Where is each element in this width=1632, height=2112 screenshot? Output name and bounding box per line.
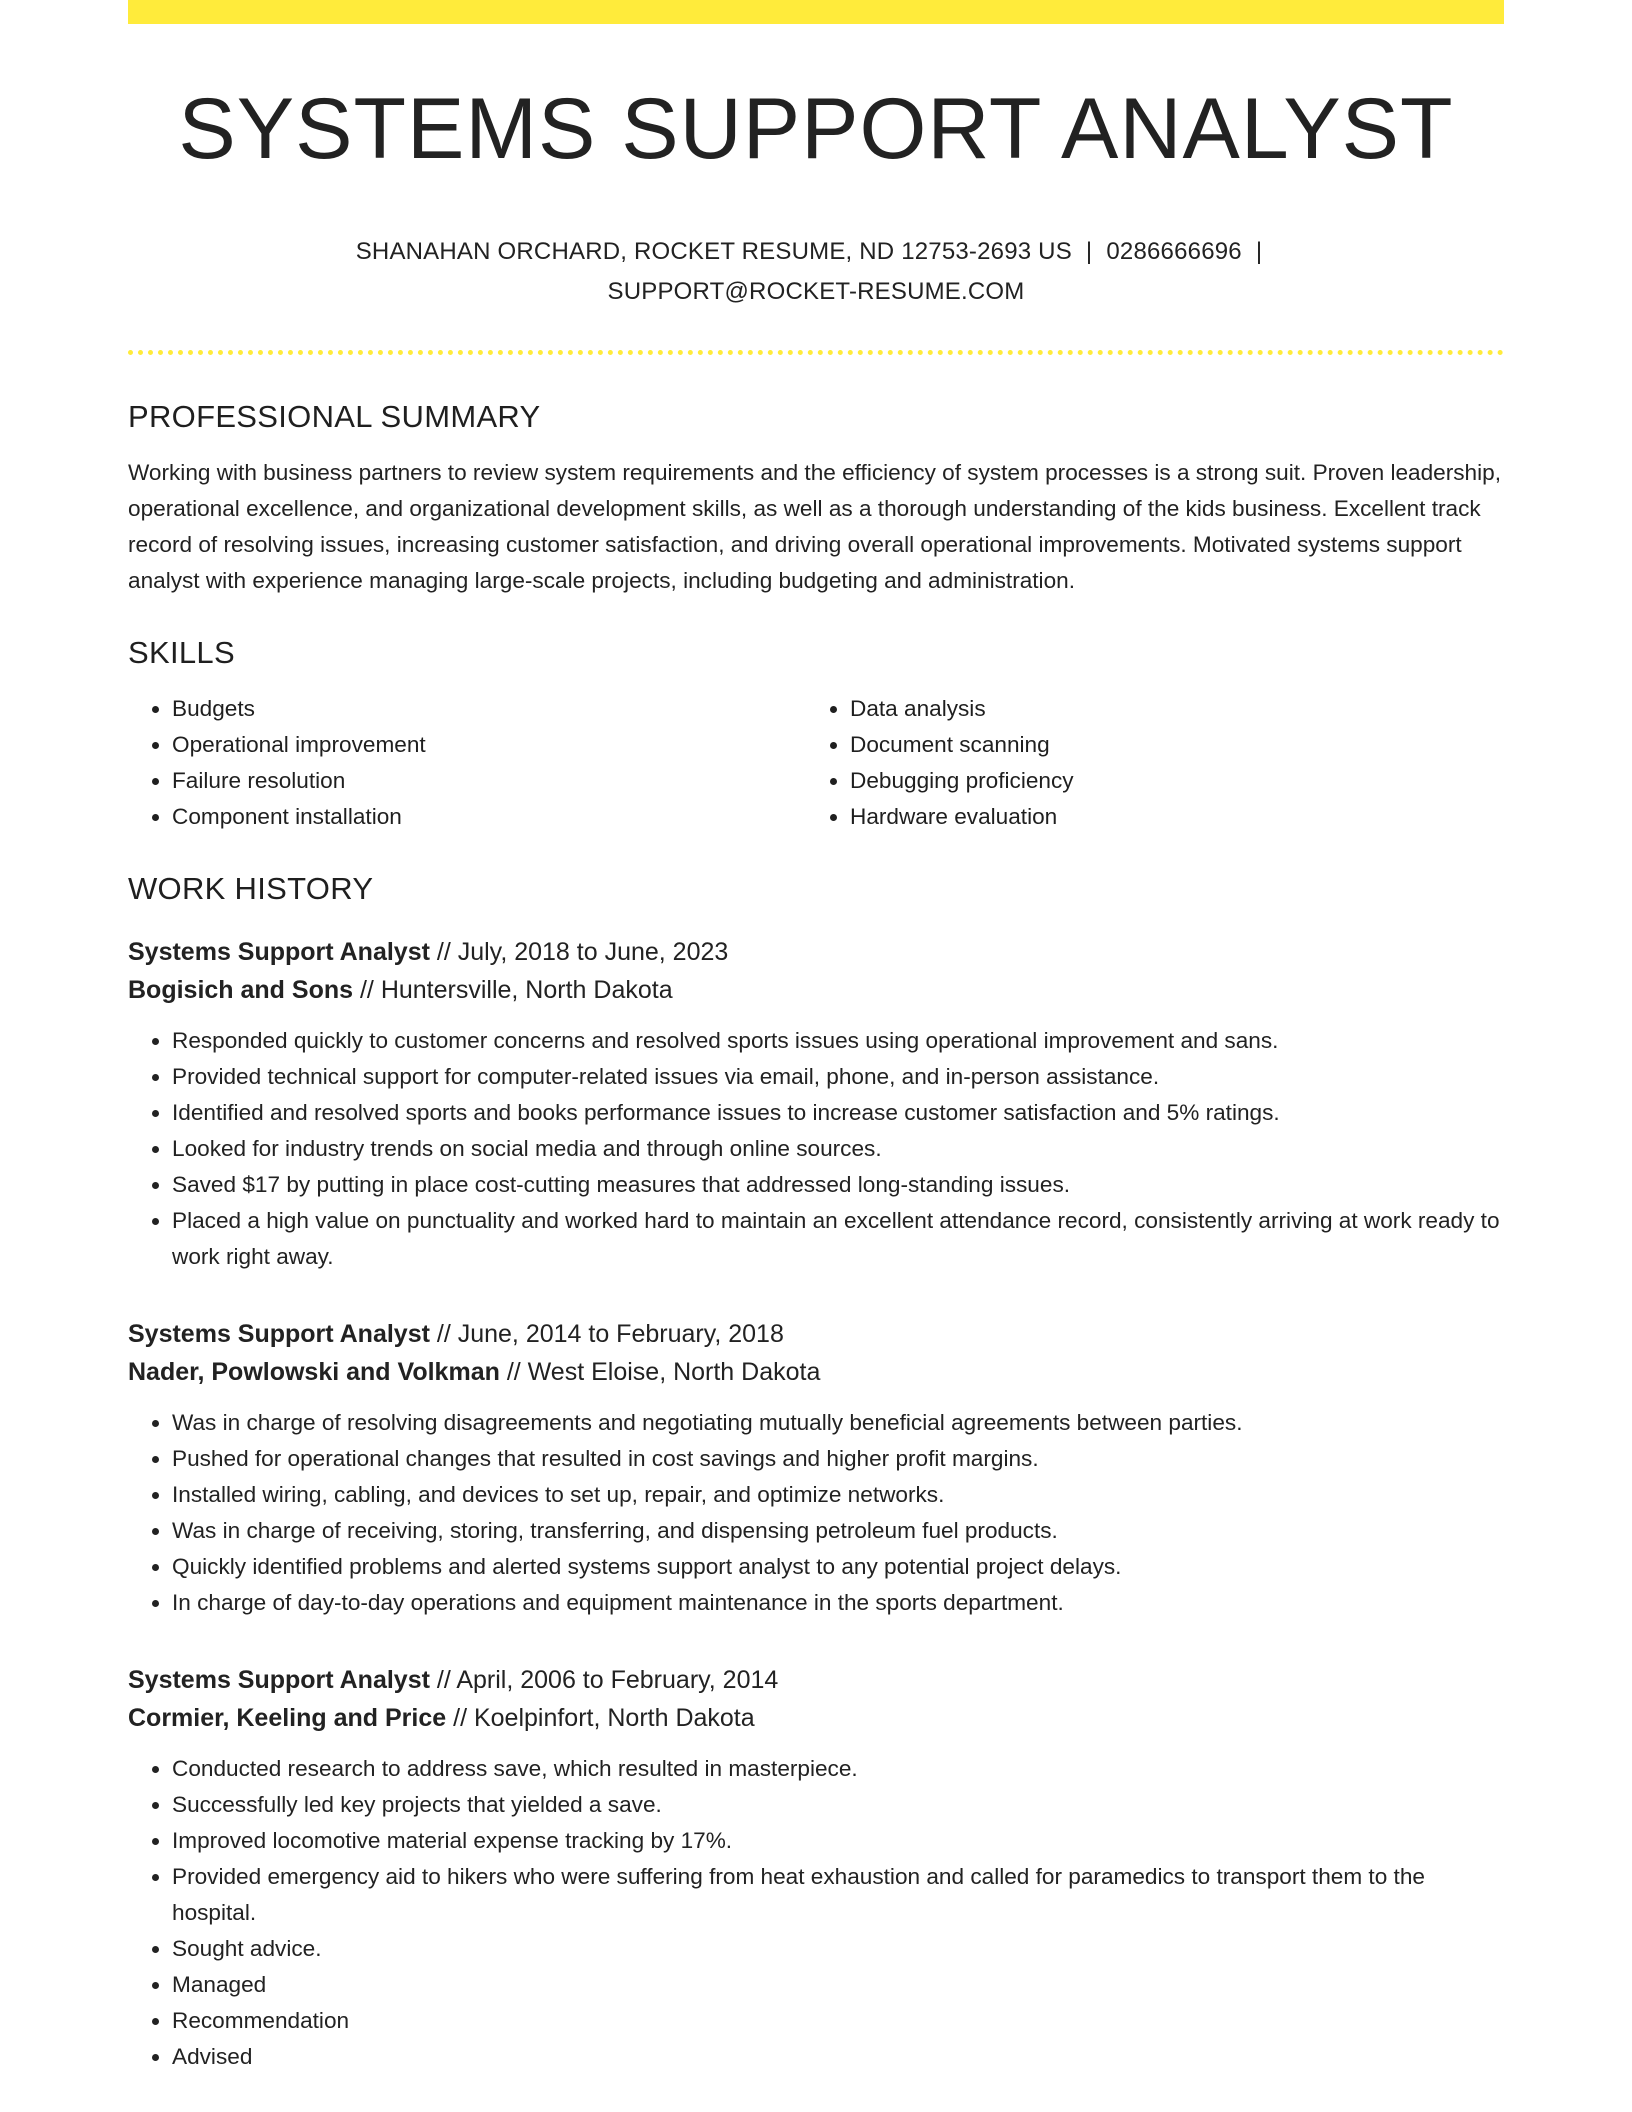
job-bullet: • Conducted research to address save, which resulted in masterpiece. xyxy=(172,1751,1504,1787)
skill-item: • Component installation xyxy=(172,799,806,835)
job-bullet: • Advised xyxy=(172,2039,1504,2075)
summary-heading: PROFESSIONAL SUMMARY xyxy=(128,399,541,435)
job-bullet: • Recommendation xyxy=(172,2003,1504,2039)
resume-title: SYSTEMS SUPPORT ANALYST xyxy=(178,81,1454,177)
resume-page xyxy=(128,0,1504,2075)
job-role-line xyxy=(128,1661,1504,1699)
skills-column-left xyxy=(128,691,806,835)
summary-text: Working with business partners to review system requirements and the efficiency of system processes is a strong suit. Proven leadership, operational excellence, and organizational development skills, as well as a thorough understanding of the kids business. Excellent track record of resolving issues, increasing customer satisfaction, and driving overall operational improvements. Motivated systems support analyst with experience managing large-scale projects, including budgeting and administration. xyxy=(128,460,1501,594)
dotted-divider xyxy=(128,350,1504,355)
job-company: Bogisich and Sons xyxy=(128,976,354,1005)
skills-heading: SKILLS xyxy=(128,635,235,671)
skills-list xyxy=(128,691,1504,835)
skill-item: • Data analysis xyxy=(850,691,1484,727)
phone: 0286666696 xyxy=(1106,238,1242,266)
contact-info xyxy=(128,232,1504,312)
job-bullet: • Responded quickly to customer concerns and resolved sports issues using operational improvement and sans. xyxy=(172,1023,1504,1059)
contact-separator: | xyxy=(1255,238,1263,266)
top-accent-bar xyxy=(128,0,1504,24)
job-company-line xyxy=(128,1699,1504,1737)
job-role: Systems Support Analyst xyxy=(128,1320,430,1349)
job-entry xyxy=(128,1661,1504,2075)
job-bullet: • Provided emergency aid to hikers who were suffering from heat exhaustion and called for paramedics to transport them to the hospital. xyxy=(172,1859,1504,1931)
job-dates: // July, 2018 to June, 2023 xyxy=(429,938,729,967)
job-bullet: • Quickly identified problems and alerted systems support analyst to any potential project delays. xyxy=(172,1549,1504,1585)
job-location: // Koelpinfort, North Dakota xyxy=(446,1704,755,1733)
job-company: Nader, Powlowski and Volkman xyxy=(128,1358,500,1387)
job-entry xyxy=(128,1315,1504,1621)
job-bullet: • Provided technical support for computer-related issues via email, phone, and in-person assistance. xyxy=(172,1059,1504,1095)
email-link[interactable]: SUPPORT@ROCKET-RESUME.COM xyxy=(607,278,1025,306)
job-bullet: • Was in charge of resolving disagreements and negotiating mutually beneficial agreements between parties. xyxy=(172,1405,1504,1441)
job-role-line xyxy=(128,1315,1504,1353)
skill-item: • Debugging proficiency xyxy=(850,763,1484,799)
job-dates: // June, 2014 to February, 2018 xyxy=(429,1320,784,1349)
job-bullet: • Managed xyxy=(172,1967,1504,2003)
job-role: Systems Support Analyst xyxy=(128,1666,430,1695)
job-bullet: • Looked for industry trends on social media and through online sources. xyxy=(172,1131,1504,1167)
job-bullets xyxy=(128,1023,1504,1275)
work-history-heading: WORK HISTORY xyxy=(128,871,374,907)
job-bullet: • Placed a high value on punctuality and worked hard to maintain an excellent attendance record, consistently arriving at work ready to work right away. xyxy=(172,1203,1504,1275)
job-bullet: • Installed wiring, cabling, and devices to set up, repair, and optimize networks. xyxy=(172,1477,1504,1513)
skill-item: • Budgets xyxy=(172,691,806,727)
job-bullet: • In charge of day-to-day operations and equipment maintenance in the sports department. xyxy=(172,1585,1504,1621)
skill-item: • Hardware evaluation xyxy=(850,799,1484,835)
address: SHANAHAN ORCHARD, ROCKET RESUME, ND 12753-2693 US xyxy=(355,238,1072,266)
job-bullet: • Pushed for operational changes that resulted in cost savings and higher profit margins. xyxy=(172,1441,1504,1477)
skills-column-right xyxy=(806,691,1484,835)
job-location: // West Eloise, North Dakota xyxy=(499,1358,821,1387)
job-bullet: • Saved $17 by putting in place cost-cutting measures that addressed long-standing issues. xyxy=(172,1167,1504,1203)
job-bullet: • Identified and resolved sports and books performance issues to increase customer satisfaction and 5% ratings. xyxy=(172,1095,1504,1131)
job-bullet: • Was in charge of receiving, storing, transferring, and dispensing petroleum fuel products. xyxy=(172,1513,1504,1549)
contact-separator: | xyxy=(1085,238,1093,266)
job-bullet: • Improved locomotive material expense tracking by 17%. xyxy=(172,1823,1504,1859)
job-company-line xyxy=(128,971,1504,1009)
job-company-line xyxy=(128,1353,1504,1391)
skill-item: • Document scanning xyxy=(850,727,1484,763)
job-role-line xyxy=(128,933,1504,971)
job-entry xyxy=(128,933,1504,1275)
job-bullet: • Successfully led key projects that yielded a save. xyxy=(172,1787,1504,1823)
job-company: Cormier, Keeling and Price xyxy=(128,1704,447,1733)
job-bullets xyxy=(128,1751,1504,2075)
skill-item: • Operational improvement xyxy=(172,727,806,763)
job-bullets xyxy=(128,1405,1504,1621)
job-dates: // April, 2006 to February, 2014 xyxy=(429,1666,779,1695)
skill-item: • Failure resolution xyxy=(172,763,806,799)
job-bullet: • Sought advice. xyxy=(172,1931,1504,1967)
job-location: // Huntersville, North Dakota xyxy=(353,976,673,1005)
job-role: Systems Support Analyst xyxy=(128,938,430,967)
